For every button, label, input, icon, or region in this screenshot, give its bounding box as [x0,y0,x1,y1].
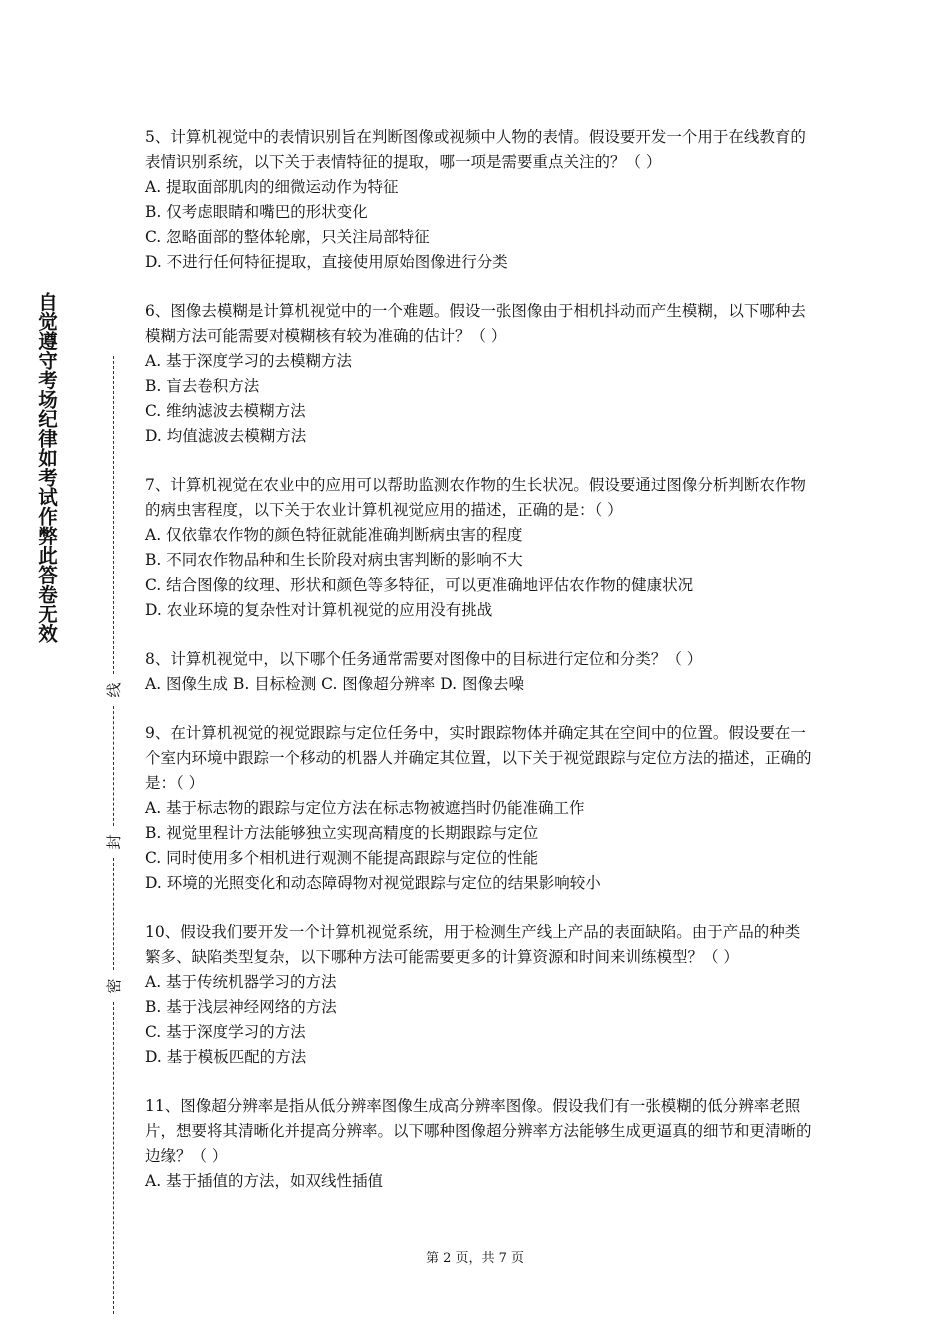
question-stem: 10、假设我们要开发一个计算机视觉系统，用于检测生产线上产品的表面缺陷。由于产品的种类繁多、缺陷类型复杂，以下哪种方法可能需要更多的计算资源和时间来训练模型？（ ） [145,923,801,966]
option-d: D. 农业环境的复杂性对计算机视觉的应用没有挑战 [145,601,493,619]
seal-label-mi: 密 [105,978,123,994]
option-list [145,1169,815,1194]
question-7 [145,473,815,623]
option-c: C. 同时使用多个相机进行观测不能提高跟踪与定位的性能 [145,849,539,867]
option-a: A. 仅依靠农作物的颜色特征就能准确判断病虫害的程度 [145,526,523,544]
option-b: B. 基于浅层神经网络的方法 [145,998,337,1016]
question-stem: 5、计算机视觉中的表情识别旨在判断图像或视频中人物的表情。假设要开发一个用于在线教育的表情识别系统，以下关于表情特征的提取，哪一项是需要重点关注的？（ ） [145,128,806,171]
binding-margin [0,0,130,1344]
question-11 [145,1094,815,1194]
dashed-seal-line [113,356,114,674]
option-d: D. 基于模板匹配的方法 [145,1048,307,1066]
question-8 [145,647,815,697]
exam-discipline-warning: 自觉遵守考场纪律如考试作弊此答卷无效 [35,292,58,643]
option-c: C. 结合图像的纹理、形状和颜色等多特征，可以更准确地评估农作物的健康状况 [145,576,694,594]
dashed-seal-line [113,706,114,826]
question-stem: 8、计算机视觉中，以下哪个任务通常需要对图像中的目标进行定位和分类？（ ） [145,650,703,668]
option-d: D. 不进行任何特征提取，直接使用原始图像进行分类 [145,253,508,271]
option-b: B. 仅考虑眼睛和嘴巴的形状变化 [145,203,368,221]
option-list [145,523,815,623]
dashed-seal-line [113,1002,114,1314]
question-6 [145,299,815,449]
seal-label-xian: 线 [105,682,123,698]
question-stem: 6、图像去模糊是计算机视觉中的一个难题。假设一张图像由于相机抖动而产生模糊，以下哪种去模糊方法可能需要对模糊核有较为准确的估计？（ ） [145,302,806,345]
question-stem: 7、计算机视觉在农业中的应用可以帮助监测农作物的生长状况。假设要通过图像分析判断农作物的病虫害程度，以下关于农业计算机视觉应用的描述，正确的是：（ ） [145,476,806,519]
option-c: C. 基于深度学习的方法 [145,1023,306,1041]
question-list [145,125,815,1218]
option-d: D. 环境的光照变化和动态障碍物对视觉跟踪与定位的结果影响较小 [145,874,601,892]
inline-options: A. 图像生成 B. 目标检测 C. 图像超分辨率 D. 图像去噪 [145,675,524,693]
option-a: A. 基于传统机器学习的方法 [145,973,337,991]
option-b: B. 盲去卷积方法 [145,377,260,395]
page-number-footer: 第 2 页，共 7 页 [425,1251,525,1266]
option-c: C. 维纳滤波去模糊方法 [145,402,306,420]
option-list [145,349,815,449]
dashed-seal-line [113,858,114,970]
option-b: B. 视觉里程计方法能够独立实现高精度的长期跟踪与定位 [145,824,539,842]
option-d: D. 均值滤波去模糊方法 [145,427,307,445]
option-a: A. 提取面部肌肉的细微运动作为特征 [145,178,399,196]
seal-label-feng: 封 [105,834,123,850]
option-list [145,175,815,275]
option-a: A. 基于插值的方法，如双线性插值 [145,1172,384,1190]
option-list [145,796,815,896]
option-a: A. 基于深度学习的去模糊方法 [145,352,353,370]
question-5 [145,125,815,275]
question-9 [145,721,815,896]
option-b: B. 不同农作物品种和生长阶段对病虫害判断的影响不大 [145,551,523,569]
question-stem: 11、图像超分辨率是指从低分辨率图像生成高分辨率图像。假设我们有一张模糊的低分辨率老照片，想要将其清晰化并提高分辨率。以下哪种图像超分辨率方法能够生成更逼真的细节和更清晰的边缘？（ ） [145,1097,812,1165]
option-c: C. 忽略面部的整体轮廓，只关注局部特征 [145,228,430,246]
option-list [145,970,815,1070]
question-stem: 9、在计算机视觉的视觉跟踪与定位任务中，实时跟踪物体并确定其在空间中的位置。假设要在一个室内环境中跟踪一个移动的机器人并确定其位置，以下关于视觉跟踪与定位方法的描述，正确的是：（ ） [145,724,812,792]
option-a: A. 基于标志物的跟踪与定位方法在标志物被遮挡时仍能准确工作 [145,799,585,817]
question-10 [145,920,815,1070]
